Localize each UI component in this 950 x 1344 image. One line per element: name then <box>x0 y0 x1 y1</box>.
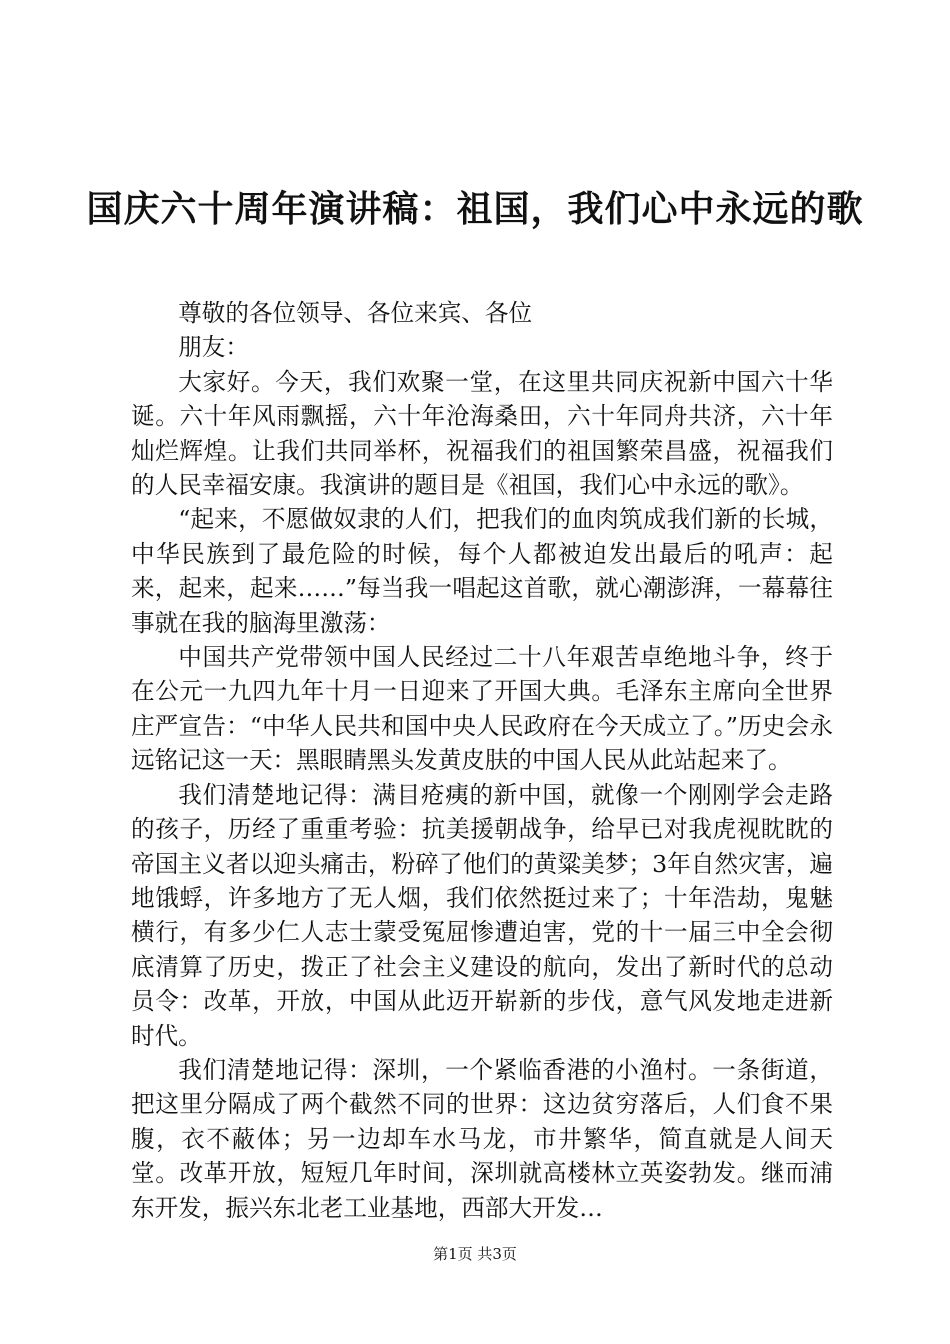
paragraph: 大家好。今天，我们欢聚一堂，在这里共同庆祝新中国六十华诞。六十年风雨飘摇，六十年沧海桑田，六十年同舟共济，六十年灿烂辉煌。让我们共同举杯，祝福我们的祖国繁荣昌盛，祝福我们的人民幸福安康。我演讲的题目是《祖国，我们心中永远的歌》。 <box>131 367 833 500</box>
document-body <box>131 296 833 1225</box>
paragraph: 我们清楚地记得：深圳，一个紧临香港的小渔村。一条街道，把这里分隔成了两个截然不同的世界：这边贫穷落后，人们食不果腹，衣不蔽体；另一边却车水马龙，市井繁华，简直就是人间天堂。改革开放，短短几年时间，深圳就高楼林立英姿勃发。继而浦东开发，振兴东北老工业基地，西部大开发… <box>131 1055 833 1222</box>
page-number-footer: 第1页 共3页 <box>433 1245 517 1263</box>
greeting-line: 尊敬的各位领导、各位来宾、各位 <box>178 299 533 327</box>
paragraph: 中国共产党带领中国人民经过二十八年艰苦卓绝地斗争，终于在公元一九四九年十月一日迎来了开国大典。毛泽东主席向全世界庄严宣告：“中华人民共和国中央人民政府在今天成立了。”历史会永远铭记这一天：黑眼睛黑头发黄皮肤的中国人民从此站起来了。 <box>131 643 833 775</box>
paragraph: “起来，不愿做奴隶的人们，把我们的血肉筑成我们新的长城，中华民族到了最危险的时候，每个人都被迫发出最后的吼声：起来，起来，起来……”每当我一唱起这首歌，就心潮澎湃，一幕幕往事就在我的脑海里激荡： <box>131 505 833 637</box>
greeting-line-continued: 朋友： <box>178 333 249 362</box>
paragraph: 我们清楚地记得：满目疮痍的新中国，就像一个刚刚学会走路的孩子，历经了重重考验：抗美援朝战争，给早已对我虎视眈眈的帝国主义者以迎头痛击，粉碎了他们的黄粱美梦；3年自然灾害，遍地饿蜉，许多地方了无人烟，我们依然挺过来了；十年浩劫，鬼魅横行，有多少仁人志士蒙受冤屈惨遭迫害，党的十一届三中全会彻底清算了历史，拨正了社会主义建设的航向，发出了新时代的总动员令：改革，开放，中国从此迈开崭新的步伐，意气风发地走进新时代。 <box>131 780 833 1050</box>
document-title: 国庆六十周年演讲稿：祖国，我们心中永远的歌 <box>86 188 864 230</box>
